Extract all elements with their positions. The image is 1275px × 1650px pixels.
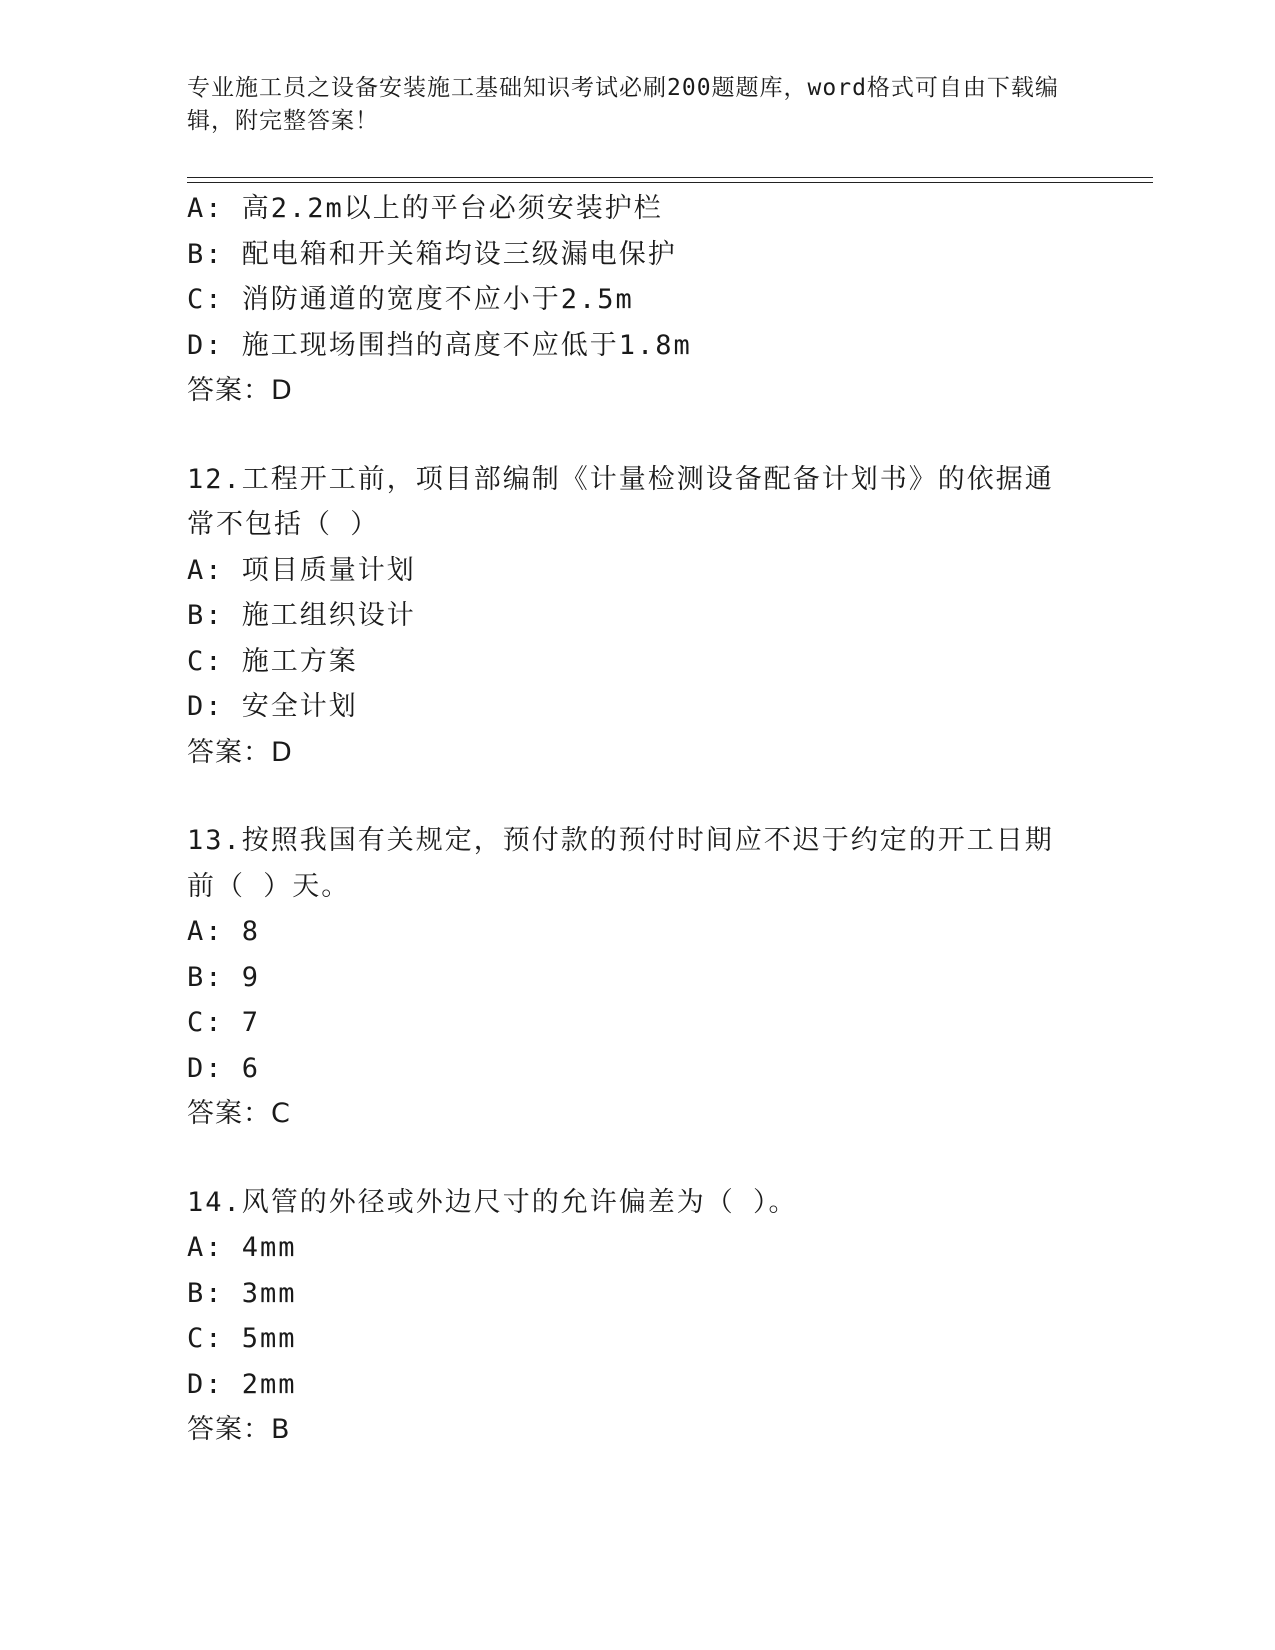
document-header: 专业施工员之设备安装施工基础知识考试必刷200题题库，word格式可自由下载编辑，附完整答案！	[187, 75, 1059, 134]
option-b: B: 9	[187, 961, 261, 993]
question-stem: 14.风管的外径或外边尺寸的允许偏差为（ ）。	[187, 1186, 798, 1218]
option-a: A: 项目质量计划	[187, 554, 416, 586]
option-c: C: 5mm	[187, 1323, 297, 1354]
question-stem: 12.工程开工前，项目部编制《计量检测设备配备计划书》的依据通常不包括（ ）	[187, 463, 1054, 540]
option-a: A: 8	[187, 916, 261, 947]
answer-line: 答案：D	[187, 736, 293, 768]
question-list	[187, 186, 1087, 1453]
option-b: B: 3mm	[187, 1277, 297, 1309]
option-b: B: 施工组织设计	[187, 600, 416, 631]
option-c: C: 消防通道的宽度不应小于2.5m	[187, 284, 634, 315]
answer-line: 答案：B	[187, 1414, 291, 1445]
option-a: A: 高2.2m以上的平台必须安装护栏	[187, 193, 663, 224]
header-divider-bottom	[187, 182, 1153, 183]
option-d: D: 2mm	[187, 1368, 297, 1400]
header-divider-top	[187, 177, 1153, 178]
option-d: D: 6	[187, 1052, 261, 1084]
option-d: D: 施工现场围挡的高度不应低于1.8m	[187, 329, 692, 361]
question-13	[187, 818, 1087, 1137]
option-a: A: 4mm	[187, 1232, 297, 1263]
option-c: C: 7	[187, 1007, 261, 1038]
option-c: C: 施工方案	[187, 645, 358, 677]
answer-line: 答案：D	[187, 375, 293, 406]
question-12	[187, 457, 1087, 776]
option-d: D: 安全计划	[187, 691, 358, 722]
question-14	[187, 1180, 1087, 1453]
question-11-continued	[187, 186, 1087, 414]
question-stem: 13.按照我国有关规定，预付款的预付时间应不迟于约定的开工日期前（ ）天。	[187, 825, 1054, 902]
answer-line: 答案：C	[187, 1098, 291, 1129]
option-b: B: 配电箱和开关箱均设三级漏电保护	[187, 238, 677, 270]
